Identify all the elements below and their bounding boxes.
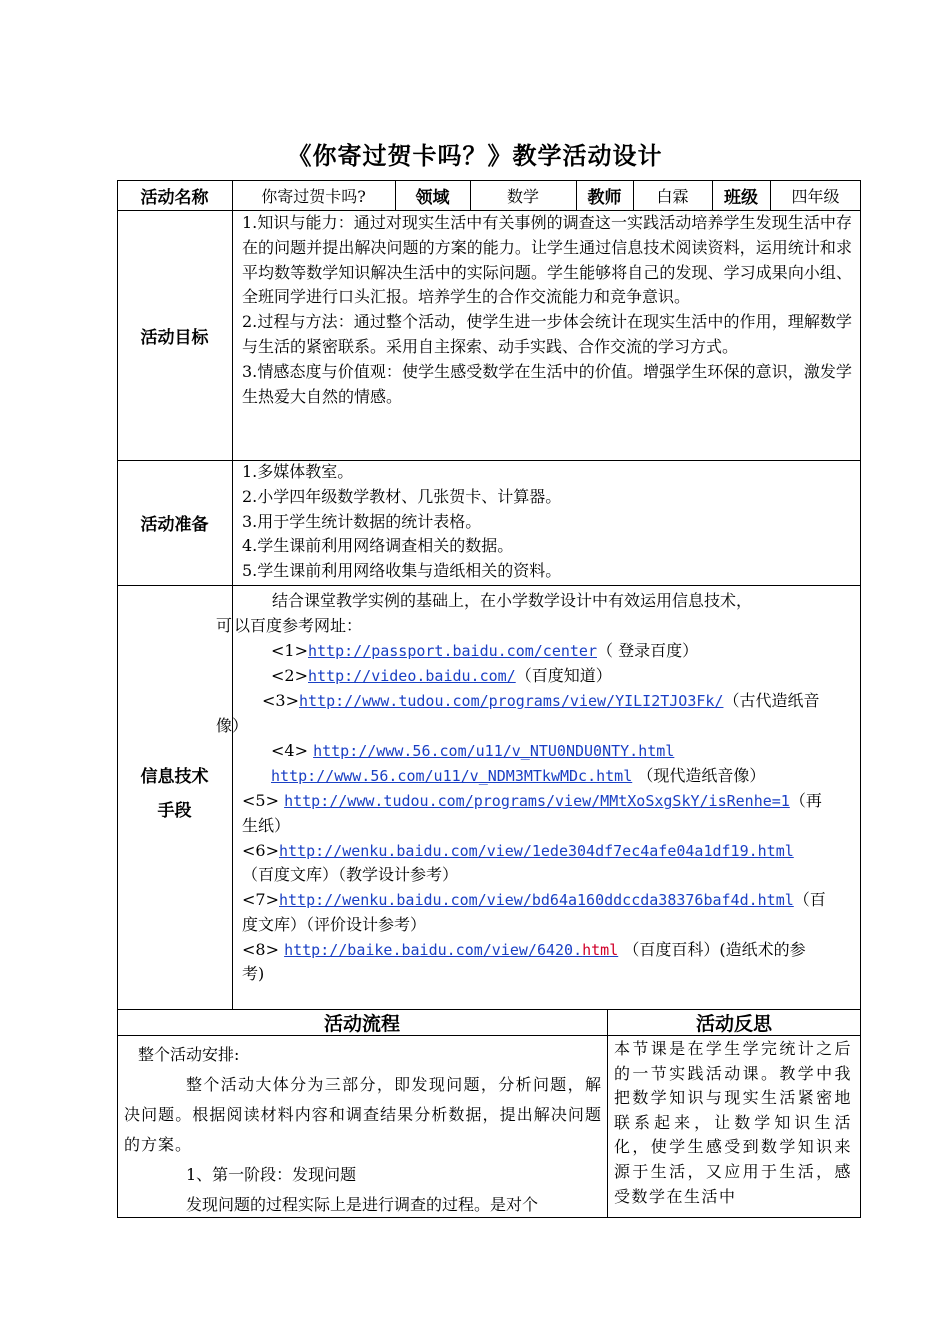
- class-value: 四年级: [791, 186, 840, 206]
- link-note: （现代造纸音像）: [637, 766, 766, 785]
- link-item: [262, 688, 819, 714]
- document-title: 《你寄过贺卡吗？》教学活动设计: [287, 141, 663, 170]
- teacher-label: 教师: [587, 187, 622, 208]
- link-note: （百度知道）: [515, 666, 612, 685]
- link-number: <5>: [242, 791, 279, 810]
- prep-item: 4.学生课前利用网络调查相关的数据。: [242, 536, 514, 556]
- goals-text: [242, 211, 852, 409]
- url-link[interactable]: http://passport.baidu.com/center: [308, 642, 597, 660]
- link-item: [242, 887, 826, 913]
- info-intro: 结合课堂教学实例的基础上，在小学数学设计中有效运用信息技术，: [272, 591, 753, 610]
- link-note: （百: [793, 890, 826, 909]
- link-number: <6>: [242, 841, 279, 860]
- link-note: （ 登录百度）: [596, 641, 699, 660]
- flow-para: 1、第一阶段：发现问题: [186, 1165, 357, 1184]
- url-link[interactable]: http://wenku.baidu.com/view/1ede304df7ec4afe04a1df19.html: [279, 842, 794, 860]
- url-link[interactable]: http://www.56.com/u11/v_NTU0NDU0NTY.html: [313, 742, 675, 760]
- url-link[interactable]: http://wenku.baidu.com/view/bd64a160ddccda38376baf4d.html: [279, 891, 794, 909]
- link-note-wrap: 像）: [216, 716, 249, 735]
- link-number: <8>: [242, 940, 279, 959]
- url-link[interactable]: [284, 941, 618, 959]
- link-note: （古代造纸音: [723, 691, 820, 710]
- prep-list: [242, 460, 852, 584]
- reflection-header: 活动反思: [695, 1012, 772, 1035]
- goal-item: 1.知识与能力：通过对现实生活中有关事例的调查这一实践活动培养学生发现生活中存在的问题并提出解决问题的方案的能力。让学生通过信息技术阅读资料，运用统计和求平均数等数学知识解决生活中的实际问题。学生能够将自己的发现、学习成果向小组、全班同学进行口头汇报。培养学生的合作交流能力和竞争意识。: [242, 213, 852, 307]
- goal-item: 2.过程与方法：通过整个活动，使学生进一步体会统计在现实生活中的作用，理解数学与生活的紧密联系。采用自主探索、动手实践、合作交流的学习方式。: [242, 312, 852, 356]
- prep-item: 1.多媒体教室。: [242, 462, 354, 481]
- col-divider: [232, 180, 233, 1009]
- link-note-wrap: （百度文库）（教学设计参考）: [242, 865, 459, 884]
- link-number: <4>: [271, 741, 308, 760]
- link-number: <1>: [271, 641, 308, 660]
- link-note: （再: [789, 791, 822, 810]
- teacher-value: 白霖: [656, 186, 689, 206]
- flow-content: [124, 1040, 602, 1220]
- link-note-wrap: 生纸）: [242, 816, 291, 835]
- activity-name-value: 你寄过贺卡吗?: [261, 186, 366, 206]
- prep-item: 5.学生课前利用网络收集与造纸相关的资料。: [242, 561, 562, 581]
- reflection-text: 本节课是在学生学完统计之后的一节实践活动课。教学中我把数学知识与现实生活紧密地联系起来，让数学知识生活化，使学生感受到数学知识来源于生活，又应用于生活，感受数学在生活中: [614, 1039, 852, 1206]
- activity-name-label: 活动名称: [140, 187, 209, 208]
- prep-item: 2.小学四年级数学教材、几张贺卡、计算器。: [242, 486, 562, 506]
- link-item: [271, 663, 612, 689]
- flow-header: 活动流程: [323, 1012, 400, 1035]
- flow-para: 整个活动安排:: [138, 1045, 240, 1064]
- link-number: <2>: [271, 666, 308, 685]
- link-note-wrap: 考): [242, 964, 265, 983]
- flow-para: 发现问题的过程实际上是进行调查的过程。是对个: [186, 1195, 539, 1214]
- link-number: <7>: [242, 890, 279, 909]
- flow-para: 整个活动大体分为三部分，即发现问题，分析问题，解决问题。根据阅读材料内容和调查结果分析数据，提出解决问题的方案。: [124, 1075, 602, 1154]
- info-intro-prefix: 可: [216, 616, 233, 635]
- goal-item: 3.情感态度与价值观：使学生感受数学在生活中的价值。增强学生环保的意识，激发学生热爱大自然的情感。: [242, 361, 852, 406]
- link-number: <3>: [262, 691, 299, 710]
- link-item: [271, 638, 698, 664]
- link-item: [242, 937, 806, 963]
- url-link[interactable]: http://www.tudou.com/programs/view/YILI2TJO3Fk/: [299, 692, 724, 710]
- field-value: 数学: [506, 186, 539, 206]
- link-item: [271, 763, 765, 789]
- field-label: 领域: [415, 187, 450, 208]
- link-item: [242, 788, 822, 814]
- url-link[interactable]: http://video.baidu.com/: [308, 667, 516, 685]
- col-divider: [607, 1009, 608, 1218]
- prep-label: 活动准备: [140, 515, 209, 535]
- link-note: （百度百科）(造纸术的参: [623, 940, 806, 959]
- prep-item: 3.用于学生统计数据的统计表格。: [242, 511, 482, 531]
- class-label: 班级: [724, 187, 758, 208]
- url-part: http://baike.baidu.com/view/6420.: [284, 941, 583, 959]
- link-item: [271, 738, 674, 764]
- info-intro-cont: 以百度参考网址：: [234, 616, 363, 635]
- info-label-line: 信息技术: [140, 767, 209, 787]
- link-item: [242, 838, 794, 864]
- url-link[interactable]: http://www.56.com/u11/v_NDM3MTkwMDc.html: [271, 767, 633, 785]
- info-label-line: 手段: [157, 801, 192, 821]
- goals-label: 活动目标: [140, 327, 209, 348]
- url-link[interactable]: http://www.tudou.com/programs/view/MMtXoSxgSkY/isRenhe=1: [284, 792, 790, 810]
- info-label: [117, 760, 232, 828]
- row-divider: [117, 585, 861, 586]
- link-note-wrap: 度文库）（评价设计参考）: [242, 915, 427, 934]
- url-part: html: [582, 941, 619, 959]
